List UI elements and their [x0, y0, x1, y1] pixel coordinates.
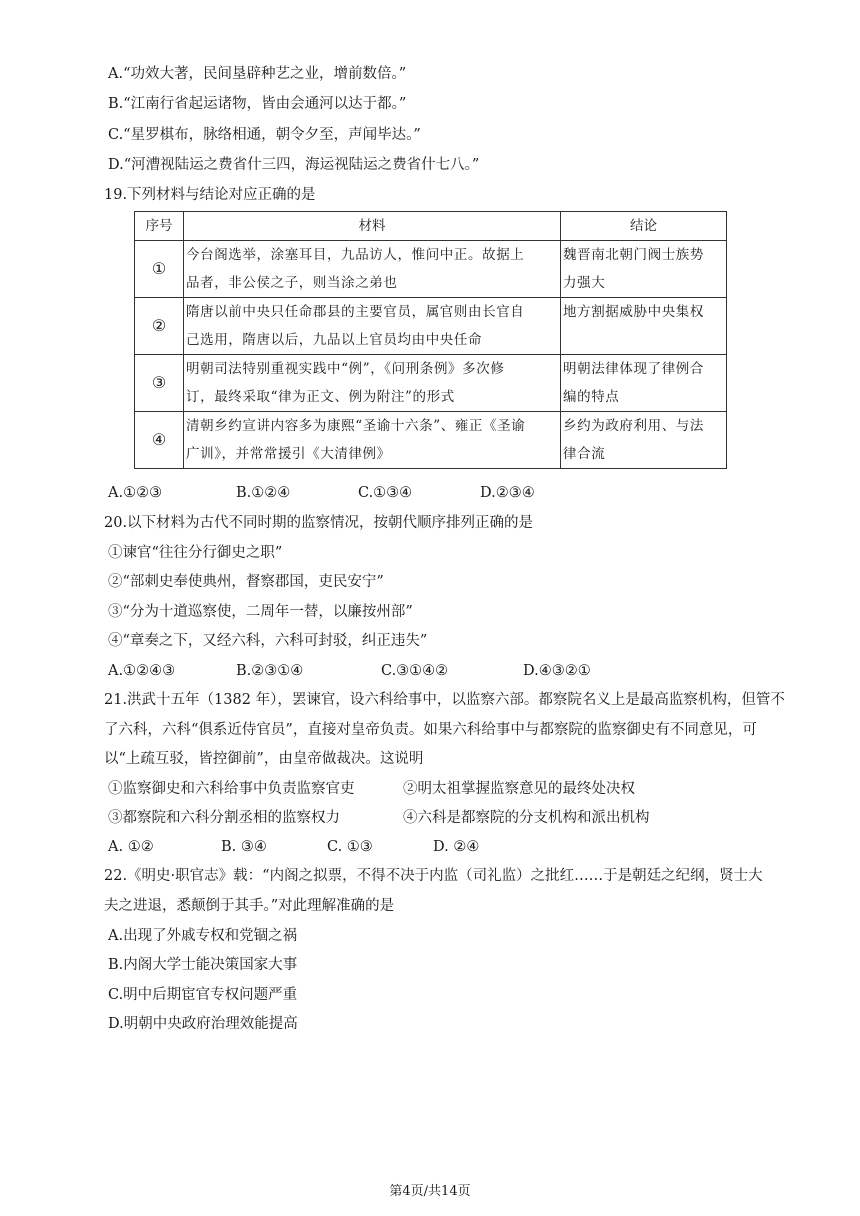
row-number: ④ [135, 412, 184, 469]
q20-option-a: A.①②④③ [108, 663, 176, 679]
q19-stem: 19.下列材料与结论对应正确的是 [104, 187, 316, 203]
q21-option-b: B. ③④ [221, 839, 267, 855]
q22-option-c: C.明中后期宦官专权问题严重 [108, 987, 298, 1003]
q20-stem: 20.以下材料为古代不同时期的监察情况，按朝代顺序排列正确的是 [104, 515, 534, 531]
row-conclusion: 乡约为政府利用、与法 律合流 [561, 412, 727, 469]
q18-option-d: D.“河漕视陆运之费省什三四，海运视陆运之费省什七八。” [108, 157, 480, 173]
row-conclusion: 魏晋南北朝门阀士族势 力强大 [561, 241, 727, 298]
row-material: 今台阁选举，涂塞耳目，九品访人，惟问中正。故据上 品者，非公侯之子，则当涂之弟也 [184, 241, 561, 298]
q21-option-a: A. ①② [108, 839, 154, 855]
q20-item-2: ②“部刺史奉使典州，督察郡国，吏民安宁” [108, 574, 384, 590]
q20-item-3: ③“分为十道巡察使，二周年一替，以廉按州部” [108, 604, 413, 620]
q21-option-d: D. ②④ [433, 839, 480, 855]
header-no: 序号 [135, 212, 184, 241]
q18-option-b: B.“江南行省起运诸物，皆由会通河以达于都。” [108, 96, 407, 112]
table-row [135, 241, 727, 298]
q22-option-b: B.内阁大学士能决策国家大事 [108, 957, 298, 973]
row-material: 隋唐以前中央只任命郡县的主要官员，属官则由长官自 己选用，隋唐以后，九品以上官员均由中央任命 [184, 298, 561, 355]
table-header-row [135, 212, 727, 241]
row-number: ② [135, 298, 184, 355]
q19-option-b: B.①②④ [236, 485, 291, 501]
q20-option-b: B.②③①④ [236, 663, 304, 679]
table-row [135, 298, 727, 355]
q18-option-a: A.“功效大著，民间垦辟种艺之业，增前数倍。” [108, 66, 407, 82]
table-row [135, 412, 727, 469]
q19-option-c: C.①③④ [358, 485, 413, 501]
q19-option-d: D.②③④ [480, 485, 535, 501]
q21-stem-line-3: 以“上疏互驳，皆控御前”，由皇帝做裁决。这说明 [104, 751, 424, 767]
q21-option-c: C. ①③ [327, 839, 373, 855]
q21-item-3: ③都察院和六科分割丞相的监察权力 [108, 810, 340, 826]
table-row [135, 355, 727, 412]
q20-item-1: ①谏官“往往分行御史之职” [108, 545, 283, 561]
q20-option-d: D.④③②① [523, 663, 591, 679]
q21-item-4: ④六科是都察院的分支机构和派出机构 [403, 810, 650, 826]
q20-option-c: C.③①④② [381, 663, 449, 679]
row-number: ① [135, 241, 184, 298]
q21-stem-line-1: 21.洪武十五年（1382 年），罢谏官，设六科给事中，以监察六部。都察院名义上是最高监察机构，但管不 [104, 692, 785, 708]
row-material: 明朝司法特别重视实践中“例”，《问刑条例》多次修 订，最终采取“律为正文、例为附注”的形式 [184, 355, 561, 412]
q22-stem-line-2: 夫之进退，悉颠倒于其手。”对此理解准确的是 [104, 898, 395, 914]
q21-item-1: ①监察御史和六科给事中负责监察官吏 [108, 781, 355, 797]
q22-option-a: A.出现了外戚专权和党锢之祸 [108, 928, 298, 944]
q22-stem-line-1: 22.《明史·职官志》载：“内阁之拟票，不得不决于内监（司礼监）之批红……于是朝廷之纪纲，贤士大 [104, 868, 763, 884]
page-number: 第4页/共14页 [389, 1184, 471, 1199]
q20-item-4: ④“章奏之下，又经六科，六科可封驳，纠正违失” [108, 633, 428, 649]
row-conclusion: 明朝法律体现了律例合 编的特点 [561, 355, 727, 412]
q18-option-c: C.“星罗棋布，脉络相通，朝令夕至，声闻毕达。” [108, 127, 421, 143]
q21-stem-line-2: 了六科，六科“俱系近侍官员”，直接对皇帝负责。如果六科给事中与都察院的监察御史有不同意见，可 [104, 722, 757, 738]
header-material: 材料 [184, 212, 561, 241]
row-number: ③ [135, 355, 184, 412]
q22-option-d: D.明朝中央政府治理效能提高 [108, 1016, 298, 1032]
q19-option-a: A.①②③ [108, 485, 163, 501]
q19-material-table [134, 211, 727, 469]
q21-item-2: ②明太祖掌握监察意见的最终处决权 [403, 781, 635, 797]
header-conclusion: 结论 [561, 212, 727, 241]
row-material: 清朝乡约宣讲内容多为康熙“圣谕十六条”、雍正《圣谕 广训》，并常常援引《大清律例》 [184, 412, 561, 469]
row-conclusion: 地方割据威胁中央集权 [561, 298, 727, 355]
